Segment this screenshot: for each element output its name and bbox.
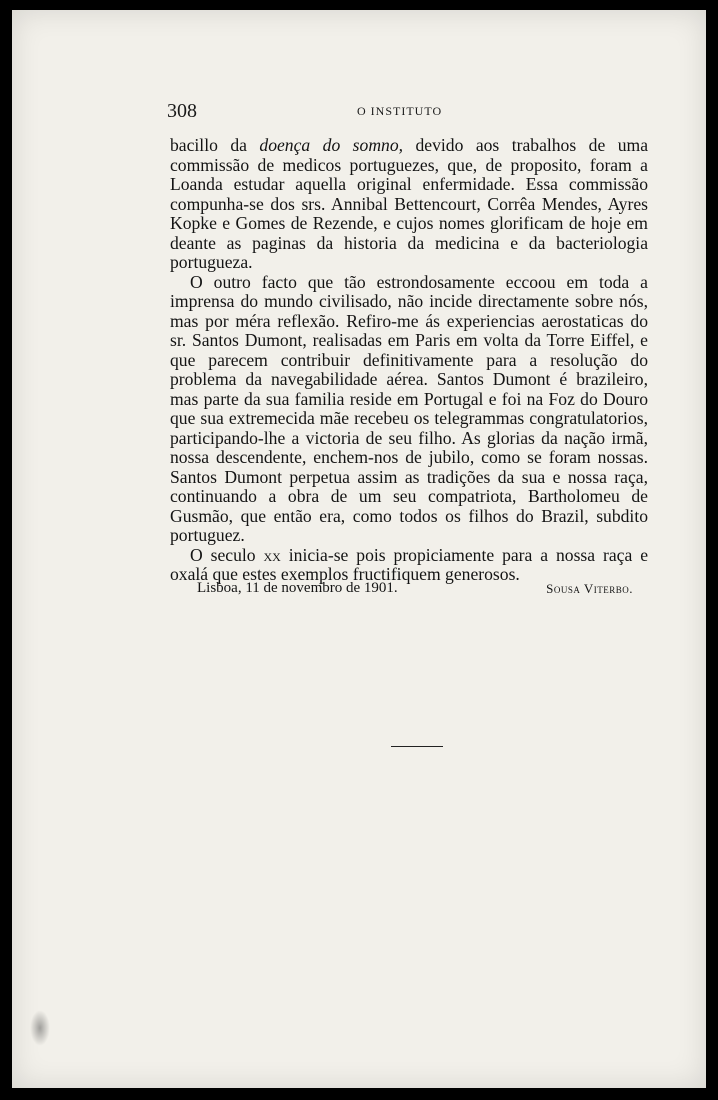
paragraph-3-start: O seculo: [190, 544, 264, 565]
paragraph-1-start: bacillo da: [170, 135, 260, 155]
page-header: [167, 100, 647, 130]
place-date: Lisboa, 11 de novembro de 1901.: [197, 580, 398, 596]
century-numeral: xx: [263, 544, 281, 565]
running-title: O INSTITUTO: [357, 104, 443, 118]
ink-smudge: [30, 1010, 50, 1046]
paragraph-1: [170, 136, 648, 273]
paragraph-1-italic: doença do somno,: [259, 135, 404, 155]
paragraph-1-rest: devido aos trabalhos de uma commissão de medicos portuguezes, que, de proposito, foram a Loanda estudar aquella original enfermidade. Essa commissão compunha-se dos srs. Annibal Bettencourt, Corrêa Mendes, Ayres Kopke e Gomes de Rezende, e cujos nomes glorificam de hoje em deante as paginas da historia da medicina e da bacteriologia portugueza.: [170, 135, 648, 272]
article-body: [170, 136, 648, 585]
page-number: 308: [167, 100, 197, 122]
paragraph-3-rest: inicia-se pois propiciamente para a nossa raça e oxalá que estes exemplos fructifiquem generosos.: [170, 544, 649, 584]
author-signature: Sousa Viterbo.: [546, 581, 633, 596]
document-page: [12, 10, 706, 1088]
signature-line: [197, 578, 633, 600]
section-divider: [391, 746, 443, 747]
paragraph-2: O outro facto que tão estrondosamente eccoou em toda a imprensa do mundo civilisado, não incide directamente sobre nós, mas por méra reflexão. Refiro-me ás experiencias aerostaticas do sr. Santos Dumont, realisadas em Paris em volta da Torre Eiffel, e que parecem contribuir definitivamente para a resolução do problema da navegabilidade aérea. Santos Dumont é brazileiro, mas parte da sua familia reside em Portugal e foi na Foz do Douro que sua extremecida mãe recebeu os telegrammas congratulatorios, participando-lhe a victoria de seu filho. As glorias da nação irmã, nossa descendente, enchem-nos de jubilo, como se foram nossas. Santos Dumont perpetua assim as tradições da sua e nossa raça, continuando a obra de um seu compatriota, Bartholomeu de Gusmão, que então era, como todos os filhos do Brazil, subdito portuguez.: [170, 271, 648, 545]
